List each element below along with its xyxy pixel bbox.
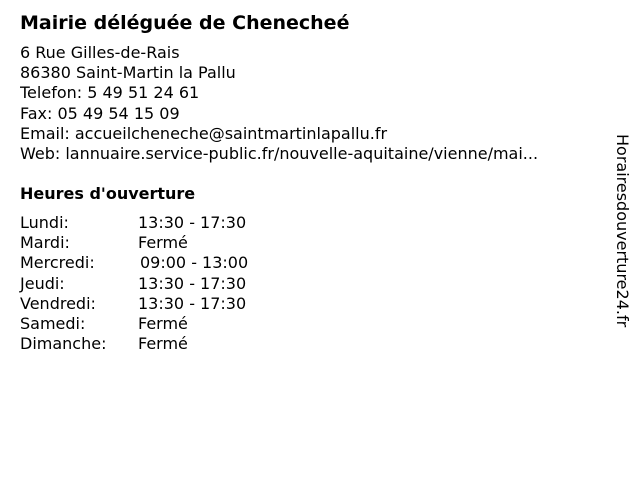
day-time: 13:30 - 17:30 bbox=[138, 213, 247, 232]
day-time: Fermé bbox=[138, 313, 188, 333]
hours-heading: Heures d'ouverture bbox=[20, 184, 196, 203]
day-label: Vendredi: bbox=[20, 293, 96, 313]
day-label: Lundi: bbox=[20, 213, 69, 232]
day-label: Mardi: bbox=[20, 233, 70, 253]
day-time: 09:00 - 13:00 bbox=[140, 253, 249, 273]
contact-block bbox=[20, 43, 590, 164]
day-time: 13:30 - 17:30 bbox=[138, 293, 247, 313]
day-time: Fermé bbox=[138, 233, 188, 253]
site-watermark: Horairesdouverture24.fr bbox=[613, 134, 632, 328]
fax-number: Fax: 05 49 54 15 09 bbox=[20, 103, 180, 123]
day-label: Dimanche: bbox=[20, 334, 107, 354]
day-time: 13:30 - 17:30 bbox=[138, 273, 247, 293]
email-address[interactable]: Email: accueilcheneche@saintmartinlapallu.fr bbox=[20, 123, 388, 143]
city-address: 86380 Saint-Martin la Pallu bbox=[20, 63, 236, 83]
website-link[interactable]: Web: lannuaire.service-public.fr/nouvelle-aquitaine/vienne/mai... bbox=[20, 143, 539, 163]
page-title: Mairie déléguée de Chenecheé bbox=[20, 12, 350, 34]
day-label: Mercredi: bbox=[20, 253, 95, 273]
street-address: 6 Rue Gilles-de-Rais bbox=[20, 43, 180, 62]
phone-number[interactable]: Telefon: 5 49 51 24 61 bbox=[20, 83, 200, 103]
day-label: Jeudi: bbox=[20, 273, 65, 293]
day-label: Samedi: bbox=[20, 313, 86, 333]
day-time: Fermé bbox=[138, 334, 188, 354]
